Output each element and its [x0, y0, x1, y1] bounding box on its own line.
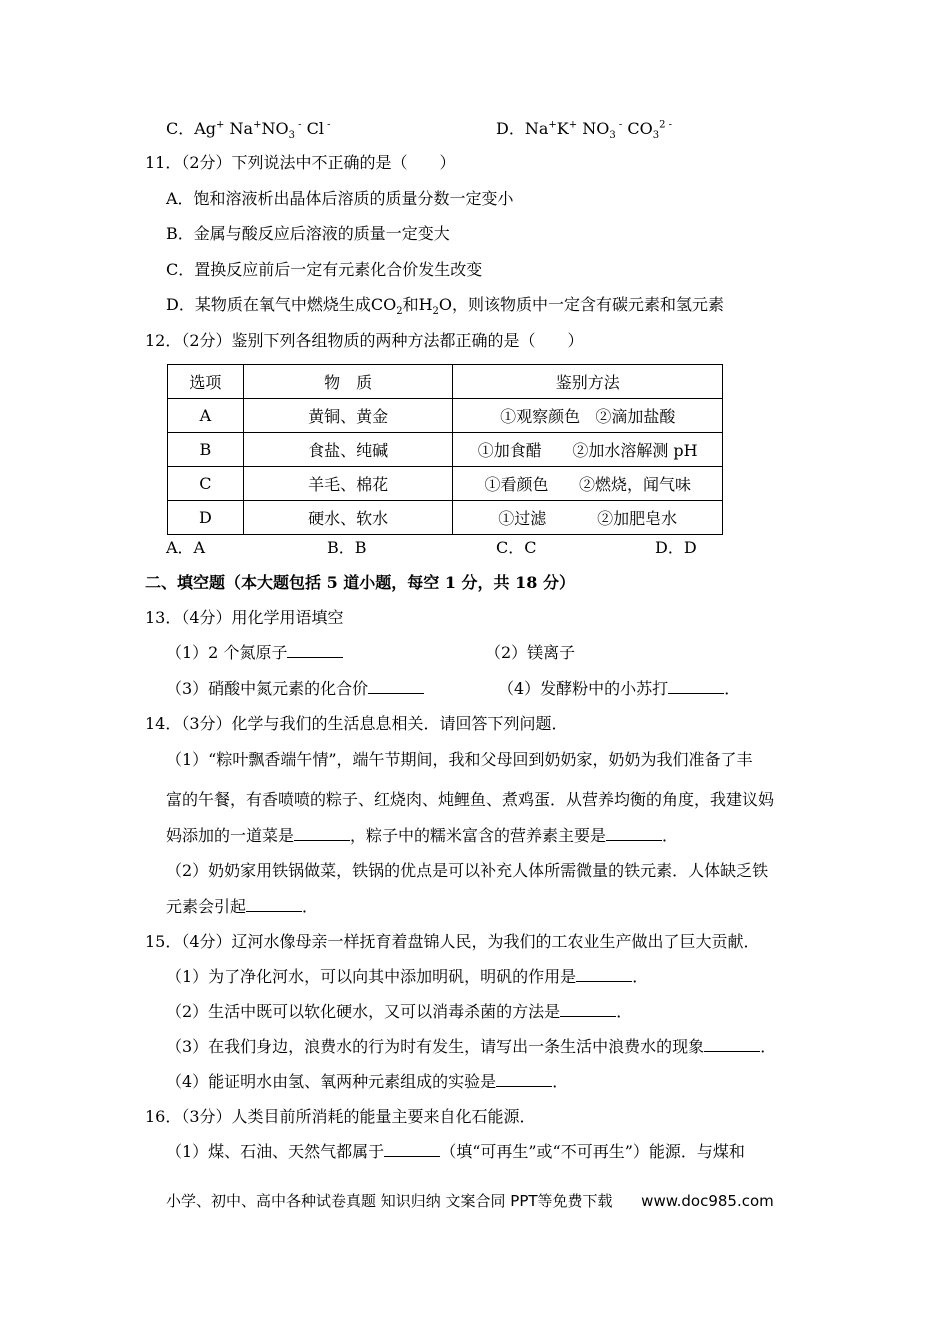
q15-part4: （4）能证明水由氢、氧两种元素组成的实验是 ．: [166, 1072, 569, 1091]
table-row: [168, 399, 723, 433]
answer-blank: [560, 1002, 616, 1017]
table-cell-option: B: [168, 433, 244, 467]
q14-stem: 14．（3分）化学与我们的生活息息相关．请回答下列问题．: [145, 714, 568, 733]
table-cell-material: 食盐、纯碱: [243, 433, 453, 467]
table-cell-material: 黄铜、黄金: [243, 399, 453, 433]
q13-part3: （3）硝酸中氮元素的化合价: [166, 679, 424, 699]
answer-blank: [294, 826, 350, 841]
q11-option-c: C．置换反应前后一定有元素化合价发生改变: [166, 260, 483, 279]
q15-part2: （2）生活中既可以软化硬水，又可以消毒杀菌的方法是 ．: [166, 1002, 633, 1021]
answer-blank: [368, 679, 424, 694]
table-header-cell: 物 质: [243, 365, 453, 399]
q12-answer-b: B．B: [327, 538, 367, 557]
table-cell-method: ①过滤 ②加肥皂水: [453, 501, 723, 535]
answer-blank: [704, 1037, 760, 1052]
q14-part2-line2: 元素会引起 ．: [166, 897, 319, 916]
q16-part1: （1）煤、石油、天然气都属于 （填“可再生”或“不可再生”）能源．与煤和: [166, 1142, 745, 1161]
q13-stem: 13．（4分）用化学用语填空: [145, 608, 344, 627]
table-cell-method: ①观察颜色 ②滴加盐酸: [453, 399, 723, 433]
q15-part1: （1）为了净化河水，可以向其中添加明矾，明矾的作用是 ．: [166, 967, 649, 986]
q14-part2-line1: （2）奶奶家用铁锅做菜，铁锅的优点是可以补充人体所需微量的铁元素．人体缺乏铁: [166, 861, 769, 880]
q15-stem: 15．（4分）辽河水像母亲一样抚育着盘锦人民，为我们的工农业生产做出了巨大贡献．: [145, 932, 760, 951]
answer-blank: [606, 826, 662, 841]
page-footer: [166, 1190, 774, 1211]
answer-blank: [246, 897, 302, 912]
table-cell-method: ①加食醋 ②加水溶解测 pH: [453, 433, 723, 467]
q14-part1-line3: 妈添加的一道菜是 ，粽子中的糯米富含的营养素主要是 ．: [166, 826, 679, 845]
answer-blank: [668, 679, 724, 694]
q11-option-a: A．饱和溶液析出晶体后溶质的质量分数一定变小: [166, 189, 514, 208]
q14-part1-line1: （1）“粽叶飘香端午情”，端午节期间，我和父母回到奶奶家，奶奶为我们准备了丰: [166, 750, 753, 769]
table-header-cell: 选项: [168, 365, 244, 399]
q13-part2: （2）镁离子: [485, 643, 576, 662]
q12-answer-a: A．A: [166, 538, 206, 557]
table-row: [168, 501, 723, 535]
q11-option-b: B．金属与酸反应后溶液的质量一定变大: [166, 224, 450, 243]
section-title: 二、填空题（本大题包括 5 道小题，每空 1 分，共 18 分）: [145, 573, 575, 592]
table-cell-material: 硬水、软水: [243, 501, 453, 535]
q13-part4: （4）发酵粉中的小苏打 ．: [498, 679, 741, 698]
footer-text: 小学、初中、高中各种试卷真题 知识归纳 文案合同 PPT等免费下载: [166, 1192, 613, 1210]
table-cell-option: D: [168, 501, 244, 535]
table-cell-method: ①看颜色 ②燃烧，闻气味: [453, 467, 723, 501]
table-row: [168, 433, 723, 467]
q14-part1-line2: 富的午餐，有香喷喷的粽子、红烧肉、炖鲤鱼、煮鸡蛋．从营养均衡的角度，我建议妈: [166, 790, 775, 809]
q11-stem: 11．（2分）下列说法中不正确的是（ ）: [145, 153, 456, 172]
table-row: [168, 467, 723, 501]
table-header-cell: 鉴别方法: [453, 365, 723, 399]
q10-option-c: C．Ag+ $Na^+NO_3$ - Cl -: [166, 119, 331, 142]
q11-option-d: D．某物质在氧气中燃烧生成$CO_2$和$H_2O$，则该物质中一定含有碳元素和氢元素: [166, 295, 725, 318]
q15-part3: （3）在我们身边，浪费水的行为时有发生，请写出一条生活中浪费水的现象 ．: [166, 1037, 777, 1056]
q12-stem: 12．（2分）鉴别下列各组物质的两种方法都正确的是（ ）: [145, 331, 584, 350]
q12-table: [167, 364, 723, 535]
q12-answer-d: D．D: [655, 538, 697, 557]
table-cell-option: A: [168, 399, 244, 433]
q16-stem: 16．（3分）人类目前所消耗的能量主要来自化石能源．: [145, 1107, 536, 1126]
answer-blank: [576, 967, 632, 982]
answer-blank: [287, 643, 343, 658]
table-cell-option: C: [168, 467, 244, 501]
q13-part1: （1）2 个氮原子: [166, 643, 343, 663]
q12-answer-c: C．C: [496, 538, 537, 557]
q10-option-d: D．Na+K+ $NO_3$ - $CO_3^{2 -}$: [496, 119, 672, 142]
table-cell-material: 羊毛、棉花: [243, 467, 453, 501]
answer-blank: [496, 1072, 552, 1087]
table-header-row: [168, 365, 723, 399]
footer-link[interactable]: www.doc985.com: [641, 1192, 774, 1210]
answer-blank: [384, 1142, 440, 1157]
